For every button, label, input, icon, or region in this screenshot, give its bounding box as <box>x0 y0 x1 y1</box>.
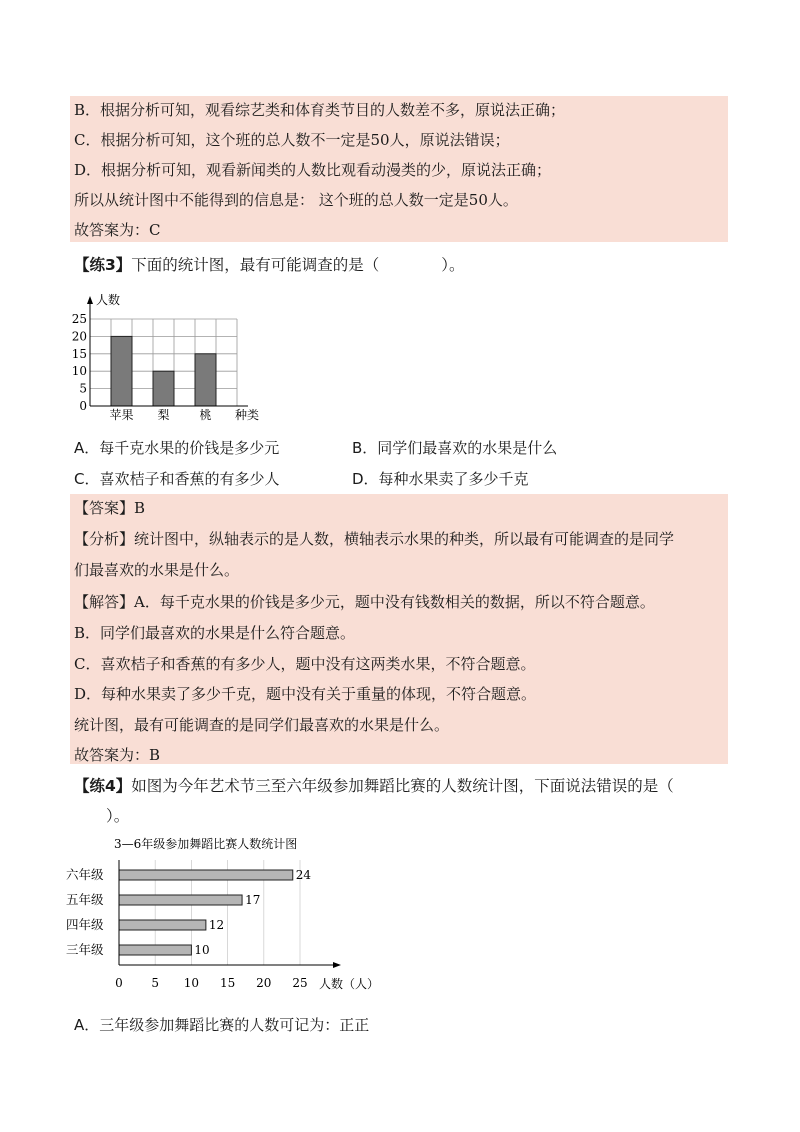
question-text: 如图为今年艺术节三至六年级参加舞蹈比赛的人数统计图，下面说法错误的是（ <box>131 777 674 795</box>
solution-line: C．根据分析可知，这个班的总人数不一定是50人，原说法错误； <box>74 131 510 149</box>
chart-tick-labels <box>72 312 87 413</box>
category-label: 四年级 <box>66 917 104 932</box>
x-axis-label: 种类 <box>235 408 260 422</box>
solution-line: D．根据分析可知，观看新闻类的人数比观看动漫类的少，原说法正确； <box>74 161 552 179</box>
x-tick-label: 10 <box>183 976 200 990</box>
chart-bars <box>111 336 216 406</box>
solution-line: 所以从统计图中不能得到的信息是： 这个班的总人数一定是50人。 <box>74 191 518 209</box>
question-4 <box>74 776 674 796</box>
option-a[interactable]: A．每千克水果的价钱是多少元 <box>74 439 280 457</box>
bar <box>111 336 132 406</box>
y-tick-label: 20 <box>71 329 87 344</box>
value-label: 12 <box>208 918 225 932</box>
category-label: 梨 <box>157 408 170 422</box>
x-tick-label: 0 <box>115 976 123 990</box>
x-axis-arrow <box>333 962 341 968</box>
y-tick-label: 25 <box>71 312 87 326</box>
solution-line: B．同学们最喜欢的水果是什么符合题意。 <box>74 624 356 642</box>
solution-line: 故答案为：C <box>74 221 161 239</box>
analysis-line: 们最喜欢的水果是什么。 <box>74 561 240 579</box>
chart-tick-labels <box>115 976 307 990</box>
question-4-continuation: ）。 <box>106 807 130 825</box>
y-tick-label: 10 <box>71 364 87 379</box>
answer-line: 【答案】B <box>74 499 146 517</box>
x-axis-label: 人数（人） <box>319 977 380 991</box>
question-text: 下面的统计图，最有可能调查的是（ ）。 <box>131 256 465 274</box>
x-tick-label: 25 <box>292 976 308 990</box>
option-d[interactable]: D．每种水果卖了多少千克 <box>352 470 529 488</box>
bar <box>153 371 174 406</box>
chart-category-labels <box>109 407 211 422</box>
solution-line: 故答案为：B <box>74 746 161 764</box>
bar <box>119 895 242 905</box>
dance-count-bar-chart <box>66 832 396 994</box>
fruit-bar-chart <box>60 288 280 430</box>
solution-line: B．根据分析可知，观看综艺类和体育类节目的人数差不多，原说法正确； <box>74 101 566 119</box>
category-label: 五年级 <box>66 892 104 907</box>
category-label: 六年级 <box>66 867 104 882</box>
chart-title: 3—6年级参加舞蹈比赛人数统计图 <box>114 837 298 851</box>
y-axis-label: 人数 <box>96 293 121 307</box>
bar <box>119 945 191 955</box>
bar <box>195 354 216 406</box>
analysis-line: 【分析】统计图中，纵轴表示的是人数，横轴表示水果的种类，所以最有可能调查的是同学 <box>74 530 675 548</box>
y-tick-label: 15 <box>71 346 87 361</box>
category-label: 桃 <box>199 408 212 422</box>
category-label: 苹果 <box>109 408 134 422</box>
option-b[interactable]: B．同学们最喜欢的水果是什么 <box>352 439 558 457</box>
y-tick-label: 0 <box>79 399 87 413</box>
solution-line: 统计图，最有可能调查的是同学们最喜欢的水果是什么。 <box>74 716 450 734</box>
y-axis-arrow <box>87 296 93 304</box>
chart-category-labels <box>66 867 104 957</box>
value-label: 17 <box>245 893 261 907</box>
value-label: 24 <box>295 868 312 882</box>
solution-line: D．每种水果卖了多少千克，题中没有关于重量的体现，不符合题意。 <box>74 685 537 703</box>
chart-value-labels <box>194 868 311 957</box>
solution-line: C．喜欢桔子和香蕉的有多少人，题中没有这两类水果，不符合题意。 <box>74 655 536 673</box>
question-tag: 【练4】 <box>74 777 132 795</box>
x-tick-label: 5 <box>151 976 160 990</box>
x-tick-label: 20 <box>256 976 272 990</box>
bar <box>119 920 206 930</box>
bar <box>119 870 293 880</box>
question-3 <box>74 255 465 275</box>
category-label: 三年级 <box>66 942 104 957</box>
option-c[interactable]: C．喜欢桔子和香蕉的有多少人 <box>74 470 280 488</box>
question-tag: 【练3】 <box>74 256 132 274</box>
x-tick-label: 15 <box>219 976 236 990</box>
solution-line: 【解答】A．每千克水果的价钱是多少元，题中没有钱数相关的数据，所以不符合题意。 <box>74 593 655 611</box>
value-label: 10 <box>194 943 210 957</box>
option-a[interactable]: A．三年级参加舞蹈比赛的人数可记为：正正 <box>74 1016 370 1034</box>
y-tick-label: 5 <box>79 381 87 396</box>
